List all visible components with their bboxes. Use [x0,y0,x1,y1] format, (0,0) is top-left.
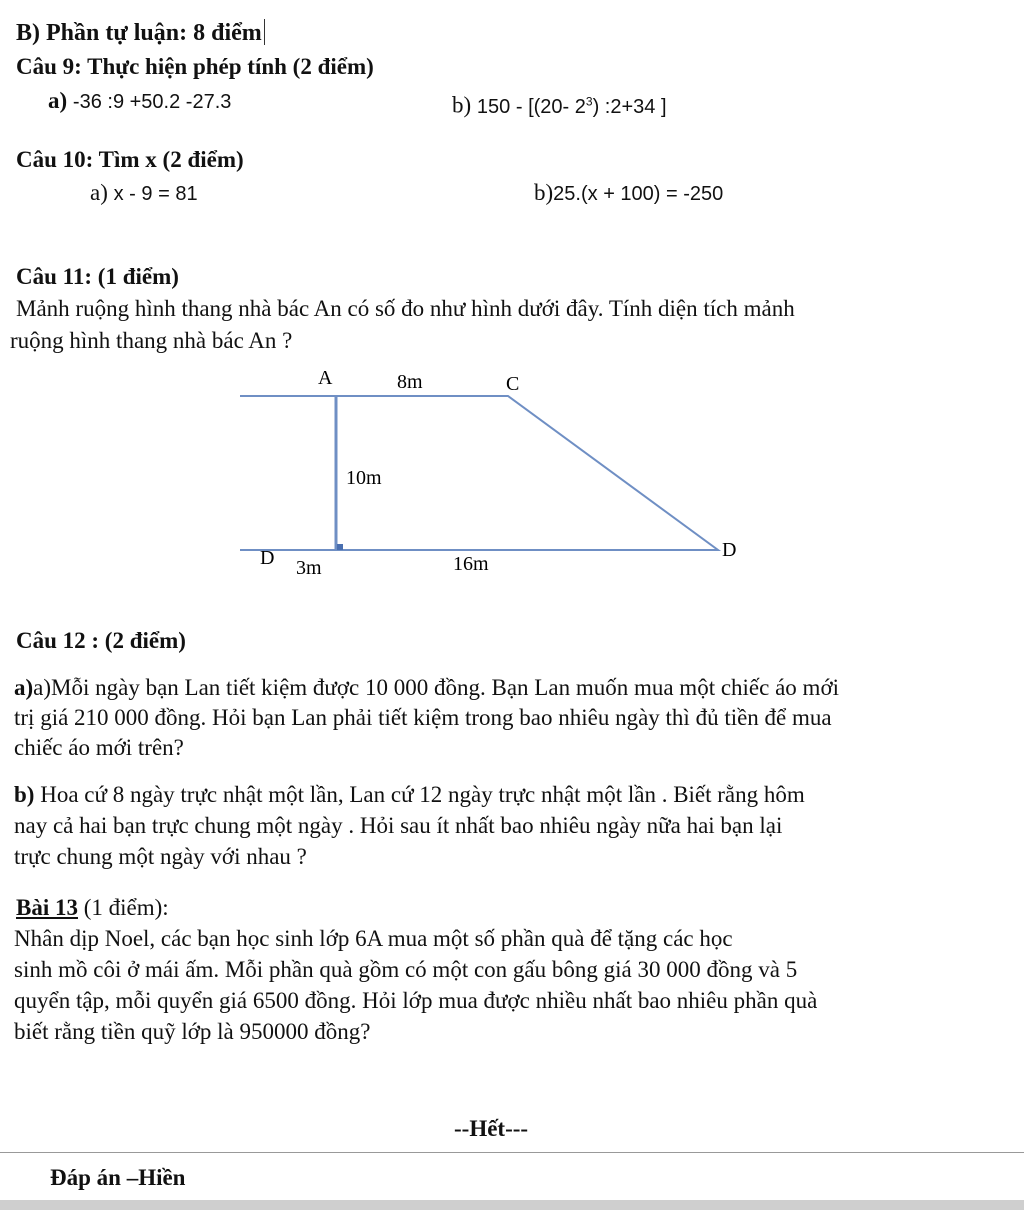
q9-title: Câu 9: Thực hiện phép tính (2 điểm) [16,54,374,79]
text-cursor [264,19,265,45]
label-height: 10m [346,467,382,489]
trapezoid-outline [240,396,718,550]
q9-a-expression: -36 :9 +50.2 -27.3 [72,91,232,113]
label-d-right: D [722,539,737,561]
q13-title: Bài 13 [16,895,78,920]
q12-a-line3: chiếc áo mới trên? [14,735,184,760]
q11-text-line1: Mảnh ruộng hình thang nhà bác An có số đo như hình dưới đây. Tính diện tích mảnh [16,296,795,321]
divider [0,1152,1024,1153]
q12-b-line3: trực chung một ngày với nhau ? [14,844,307,869]
q12-a-line2: trị giá 210 000 đồng. Hỏi bạn Lan phải tiết kiệm trong bao nhiêu ngày thì đủ tiền để mua [14,705,832,730]
label-d-left: D [260,547,275,569]
trapezoid-figure [240,360,760,590]
q11-title: Câu 11: (1 điểm) [16,264,179,289]
label-bottom-length: 16m [453,553,489,575]
q10-title: Câu 10: Tìm x (2 điểm) [16,147,244,172]
answer-title: Đáp án –Hiền [50,1165,186,1190]
label-left-offset: 3m [296,557,322,579]
q9-part-b: b) 150 - [(20- $2^3$) :2+34 ] [452,92,667,118]
q12-b-line2: nay cả hai bạn trực chung một ngày . Hỏi sau ít nhất bao nhiêu ngày nữa hai bạn lại [14,813,783,838]
right-angle-marker [337,544,343,550]
q10-part-a: a) x - 9 = 81 [90,180,198,205]
q9-part-a: a) -36 :9 +50.2 -27.3 [48,88,232,113]
bottom-bar [0,1200,1024,1210]
q12-title: Câu 12 : (2 điểm) [16,628,186,653]
q13-line1: Nhân dịp Noel, các bạn học sinh lớp 6A mua một số phần quà để tặng các học [14,926,733,951]
section-title: B) Phần tự luận: 8 điểm [16,18,265,48]
end-text: --Hết--- [454,1116,529,1141]
q13-title-line: Bài 13 (1 điểm): [16,895,169,920]
q10-b-expression: 25.(x + 100) = -250 [553,183,724,205]
label-c: C [506,373,520,395]
q11-text-line2: ruộng hình thang nhà bác An ? [10,328,293,353]
q13-line3: quyển tập, mỗi quyển giá 6500 đồng. Hỏi lớp mua được nhiều nhất bao nhiêu phần quà [14,988,818,1013]
label-top-length: 8m [397,371,423,393]
q13-line2: sinh mồ côi ở mái ấm. Mỗi phần quà gồm có một con gấu bông giá 30 000 đồng và 5 [14,957,798,982]
q10-a-expression: x - 9 = 81 [113,183,198,205]
q12-a-line1: a)a)Mỗi ngày bạn Lan tiết kiệm được 10 000 đồng. Bạn Lan muốn mua một chiếc áo mới [14,675,840,700]
q9-b-expression: 150 - [(20- $2^3$) :2+34 ] [476,94,667,118]
label-a: A [318,367,333,389]
q10-part-b: b)25.(x + 100) = -250 [534,180,724,205]
q12-b-line1: b) Hoa cứ 8 ngày trực nhật một lần, Lan cứ 12 ngày trực nhật một lần . Biết rằng hôm [14,782,805,807]
q13-line4: biết rằng tiền quỹ lớp là 950000 đồng? [14,1019,371,1044]
